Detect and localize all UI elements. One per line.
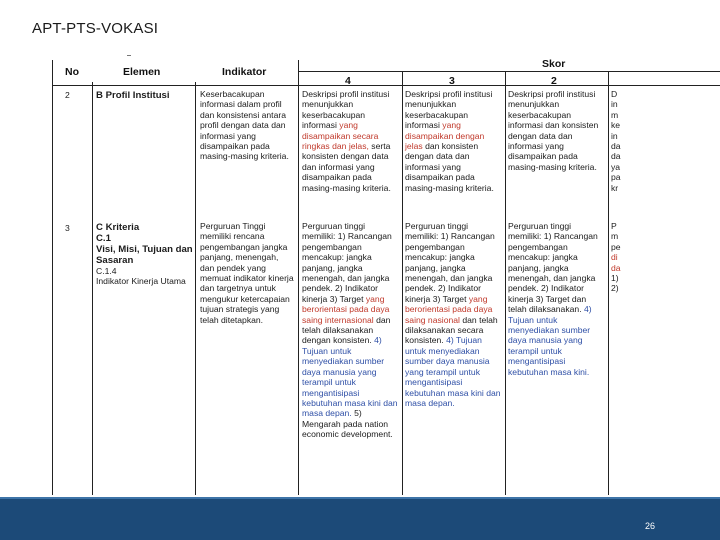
header-score-4: 4 xyxy=(345,75,351,87)
partial-line: pe xyxy=(611,241,621,252)
elemen-cell xyxy=(96,222,193,287)
elemen-title: B Profil Institusi xyxy=(96,90,170,101)
score-text: dan telah dilaksanakan dengan konsisten. xyxy=(302,314,391,346)
slide-title: APT-PTS-VOKASI xyxy=(32,20,159,37)
header-no: No xyxy=(65,66,79,78)
score-text: 5) Mengarah pada nation economic development. xyxy=(302,408,393,440)
partial-line: da xyxy=(611,151,621,162)
score-text-red: yang berorientasi pada daya saing nasional xyxy=(405,293,493,325)
partial-line: da xyxy=(611,141,621,152)
score-4-cell xyxy=(302,89,400,193)
partial-line-red: di xyxy=(611,252,618,263)
score-1-cell-partial xyxy=(611,89,625,193)
score-text: serta konsisten dengan data dan informasi yang disampaikan pada masing-masing kriteria. xyxy=(302,141,391,193)
table-skor-rule xyxy=(298,71,720,72)
score-2-cell xyxy=(508,221,606,377)
partial-line: in xyxy=(611,130,618,141)
elemen-label: Indikator Kinerja Utama xyxy=(96,276,186,287)
elemen-title: C Kriteria xyxy=(96,222,140,233)
partial-line: pa xyxy=(611,172,621,183)
header-indikator: Indikator xyxy=(222,66,267,78)
score-3-cell xyxy=(405,221,503,408)
score-2-cell: Deskripsi profil institusi menunjukkan keserbacakupan informasi dan konsisten dengan data dan informasi yang disampaikan pada masing-masing kriteria. xyxy=(508,89,599,172)
decorative-tick xyxy=(127,55,131,56)
indikator-cell: Keserbacakupan informasi dalam profil dan konsistensi antara profil dengan data dan informasi yang disampaikan pada masing-masing kriteria. xyxy=(200,89,289,162)
page-number: 26 xyxy=(644,521,655,531)
table-divider-indikator xyxy=(298,60,299,495)
partial-line: ke xyxy=(611,120,621,131)
table-divider-s3 xyxy=(505,72,506,495)
footer-stripe xyxy=(0,497,720,499)
score-text: Perguruan tinggi memiliki: 1) Rancangan pengembangan mencakup: jangka panjang, jangka menengah, dan jangka pendek. 2) Indikator kinerja 3) Target xyxy=(405,221,495,304)
assessment-table xyxy=(52,58,720,495)
score-text: dan telah dilaksanakan secara konsisten. xyxy=(405,314,498,346)
partial-line: m xyxy=(611,231,619,242)
header-skor: Skor xyxy=(542,58,566,70)
table-border-left xyxy=(52,60,53,495)
partial-line-red: da xyxy=(611,262,621,273)
partial-line: m xyxy=(611,109,619,120)
header-score-2: 2 xyxy=(551,75,557,87)
elemen-code: C.1.4 xyxy=(96,266,117,276)
score-text: Deskripsi profil institusi menunjukkan keserbacakupan informasi xyxy=(405,89,493,131)
score-4-cell xyxy=(302,221,400,440)
elemen-subtitle: C.1 xyxy=(96,233,111,244)
header-elemen: Elemen xyxy=(123,66,161,78)
partial-line: D xyxy=(611,89,618,99)
row-number: 2 xyxy=(65,90,70,100)
score-3-cell xyxy=(405,89,503,193)
score-text: dan konsisten dengan data dan informasi yang disampaikan pada masing-masing kriteria. xyxy=(405,141,494,193)
partial-line: 1) xyxy=(611,273,619,284)
score-text: Deskripsi profil institusi menunjukkan keserbacakupan informasi xyxy=(302,89,390,131)
score-text-blue: 4) Tujuan untuk menyediakan sumber daya manusia yang terampil untuk mengantisipasi kebutuhan masa kini dan masa depan. xyxy=(405,335,501,408)
partial-line: 2) xyxy=(611,283,619,294)
row-number: 3 xyxy=(65,223,70,233)
score-1-cell-partial xyxy=(611,221,625,294)
footer-bar xyxy=(0,497,720,540)
score-text: Perguruan tinggi memiliki: 1) Rancangan pengembangan mencakup: jangka panjang, jangka menengah, dan jangka pendek. 2) Indikator kinerja 3) Target dan telah dilaksanakan. xyxy=(508,221,598,315)
score-text: Perguruan tinggi memiliki: 1) Rancangan pengembangan mencakup: jangka panjang, jangka menengah, dan jangka pendek. 2) Indikator kinerja 3) Target xyxy=(302,221,392,304)
score-text-red: yang berorientasi pada daya saing internasional xyxy=(302,293,390,325)
score-text-red: yang disampaikan dengan jelas xyxy=(405,120,485,152)
score-text-red: yang disampaikan secara ringkas dan jelas, xyxy=(302,120,379,152)
partial-line: in xyxy=(611,99,618,110)
score-text-blue: 4) Tujuan untuk menyediakan sumber daya manusia yang terampil untuk mengantisipasi kebutuhan masa kini. xyxy=(508,304,592,377)
partial-line: ya xyxy=(611,161,621,172)
table-divider-s4 xyxy=(402,72,403,495)
table-header-rule xyxy=(52,85,720,86)
elemen-subtitle: Visi, Misi, Tujuan dan Sasaran xyxy=(96,244,193,266)
score-text-blue: 4) Tujuan untuk menyediakan sumber daya manusia yang terampil untuk mengantisipasi kebutuhan masa kini dan masa depan. xyxy=(302,335,398,419)
table-divider-elemen xyxy=(195,82,196,495)
header-score-3: 3 xyxy=(449,75,455,87)
indikator-cell: Perguruan Tinggi memiliki rencana pengembangan jangka panjang, menengah, dan pendek yang memuat indikator kinerja dan targetnya untuk mengukur ketercapaian tujuan strategis yang telah ditetapkan. xyxy=(200,221,294,325)
partial-line: P xyxy=(611,221,617,231)
table-divider-no xyxy=(92,82,93,495)
partial-line: kr xyxy=(611,182,619,193)
table-divider-s2 xyxy=(608,72,609,495)
elemen-cell xyxy=(96,90,193,101)
